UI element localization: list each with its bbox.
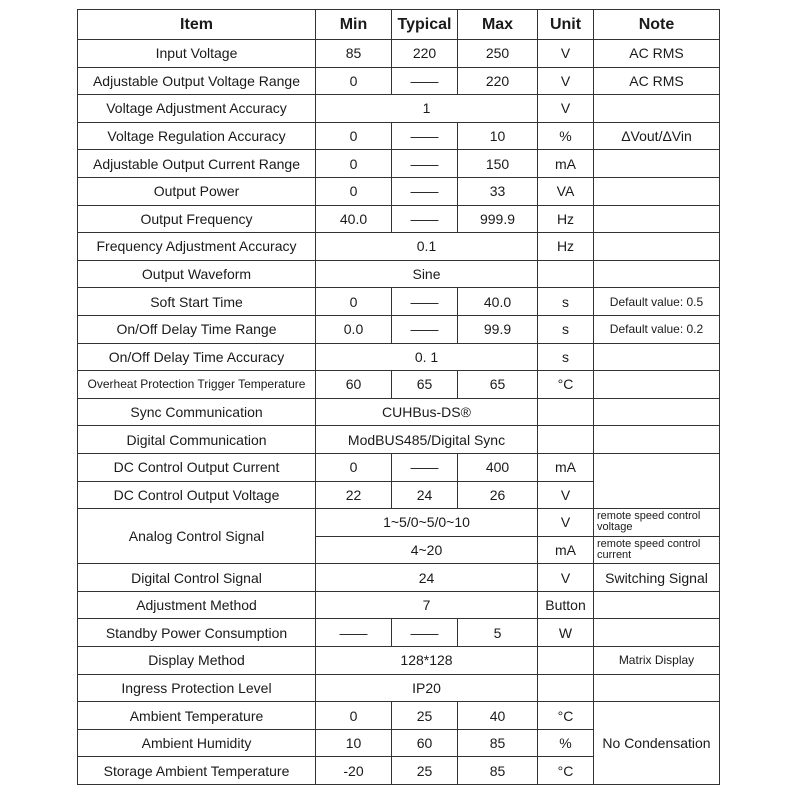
row-unit: °C	[538, 371, 594, 399]
row-unit: Hz	[538, 205, 594, 233]
table-row	[78, 509, 720, 537]
row-unit: VA	[538, 177, 594, 205]
row-item: Output Waveform	[78, 260, 316, 288]
row-unit	[538, 647, 594, 675]
table-row	[78, 453, 720, 481]
row-note	[594, 674, 720, 702]
row-note	[594, 233, 720, 261]
table-row	[78, 122, 720, 150]
table-row	[78, 591, 720, 619]
row-max: 10	[458, 122, 538, 150]
row-min: 0	[316, 122, 392, 150]
row-value: 1~5/0~5/0~10	[316, 509, 538, 537]
row-item: Input Voltage	[78, 40, 316, 68]
row-unit: V	[538, 481, 594, 509]
row-min: 0	[316, 177, 392, 205]
row-note	[594, 150, 720, 178]
row-item: Output Power	[78, 177, 316, 205]
row-max: 65	[458, 371, 538, 399]
row-note	[594, 95, 720, 123]
row-unit: %	[538, 122, 594, 150]
row-item: Voltage Adjustment Accuracy	[78, 95, 316, 123]
row-unit: V	[538, 509, 594, 537]
table-row	[78, 67, 720, 95]
table-row	[78, 177, 720, 205]
row-item: Overheat Protection Trigger Temperature	[78, 371, 316, 399]
row-note	[594, 426, 720, 454]
row-unit	[538, 398, 594, 426]
row-min: 22	[316, 481, 392, 509]
row-typical: 60	[392, 729, 458, 757]
table-row	[78, 260, 720, 288]
row-value: Sine	[316, 260, 538, 288]
row-unit: mA	[538, 453, 594, 481]
row-note	[594, 398, 720, 426]
row-item: Adjustable Output Voltage Range	[78, 67, 316, 95]
table-row	[78, 702, 720, 730]
table-row	[78, 674, 720, 702]
row-note	[594, 453, 720, 508]
row-typical: ——	[392, 453, 458, 481]
row-item: Adjustment Method	[78, 591, 316, 619]
row-item: Digital Communication	[78, 426, 316, 454]
table-row	[78, 647, 720, 675]
row-unit: V	[538, 40, 594, 68]
row-max: 220	[458, 67, 538, 95]
row-item: Storage Ambient Temperature	[78, 757, 316, 785]
row-item: DC Control Output Current	[78, 453, 316, 481]
row-note	[594, 205, 720, 233]
row-note	[594, 343, 720, 371]
row-max: 400	[458, 453, 538, 481]
row-value: 7	[316, 591, 538, 619]
row-unit: s	[538, 315, 594, 343]
row-note	[594, 591, 720, 619]
row-item: Ingress Protection Level	[78, 674, 316, 702]
row-min: 0	[316, 453, 392, 481]
row-min: 0	[316, 67, 392, 95]
row-unit: V	[538, 95, 594, 123]
header-max: Max	[458, 10, 538, 40]
row-max: 85	[458, 729, 538, 757]
table-row	[78, 233, 720, 261]
table-row	[78, 398, 720, 426]
row-note: Default value: 0.2	[594, 315, 720, 343]
row-item: Frequency Adjustment Accuracy	[78, 233, 316, 261]
table-row	[78, 343, 720, 371]
table-row	[78, 315, 720, 343]
row-typical: 65	[392, 371, 458, 399]
row-value: 128*128	[316, 647, 538, 675]
row-note: remote speed control current	[594, 536, 720, 564]
row-typical: ——	[392, 122, 458, 150]
row-value: 1	[316, 95, 538, 123]
row-min: -20	[316, 757, 392, 785]
row-max: 99.9	[458, 315, 538, 343]
table-row	[78, 150, 720, 178]
row-min: 0	[316, 702, 392, 730]
table-row	[78, 371, 720, 399]
row-typical: ——	[392, 205, 458, 233]
row-min: 0.0	[316, 315, 392, 343]
row-max: 40	[458, 702, 538, 730]
row-min: 10	[316, 729, 392, 757]
row-typical: ——	[392, 150, 458, 178]
row-max: 85	[458, 757, 538, 785]
row-typical: 25	[392, 757, 458, 785]
row-typical: ——	[392, 67, 458, 95]
row-item: Output Frequency	[78, 205, 316, 233]
row-item: Sync Communication	[78, 398, 316, 426]
row-note	[594, 260, 720, 288]
row-item: Digital Control Signal	[78, 564, 316, 592]
row-note: Matrix Display	[594, 647, 720, 675]
row-item: Display Method	[78, 647, 316, 675]
row-unit	[538, 426, 594, 454]
row-note	[594, 177, 720, 205]
row-unit: s	[538, 343, 594, 371]
row-min: 0	[316, 288, 392, 316]
row-value: 24	[316, 564, 538, 592]
row-min: 60	[316, 371, 392, 399]
header-item: Item	[78, 10, 316, 40]
row-unit: °C	[538, 702, 594, 730]
row-item: Ambient Temperature	[78, 702, 316, 730]
table-row	[78, 426, 720, 454]
table-row	[78, 205, 720, 233]
row-min: 85	[316, 40, 392, 68]
header-typical: Typical	[392, 10, 458, 40]
row-typical: 220	[392, 40, 458, 68]
row-unit: %	[538, 729, 594, 757]
row-unit	[538, 674, 594, 702]
row-min: 40.0	[316, 205, 392, 233]
row-unit: V	[538, 67, 594, 95]
row-item: Analog Control Signal	[78, 509, 316, 564]
row-note	[594, 371, 720, 399]
row-max: 5	[458, 619, 538, 647]
table-row	[78, 619, 720, 647]
row-max: 33	[458, 177, 538, 205]
row-note: AC RMS	[594, 67, 720, 95]
row-unit: W	[538, 619, 594, 647]
row-min: ——	[316, 619, 392, 647]
table-row	[78, 564, 720, 592]
row-unit: s	[538, 288, 594, 316]
row-max: 150	[458, 150, 538, 178]
row-item: Adjustable Output Current Range	[78, 150, 316, 178]
row-note: No Condensation	[594, 702, 720, 785]
row-item: Ambient Humidity	[78, 729, 316, 757]
row-value: 4~20	[316, 536, 538, 564]
row-value: IP20	[316, 674, 538, 702]
spec-table	[77, 9, 720, 785]
row-note	[594, 619, 720, 647]
row-max: 999.9	[458, 205, 538, 233]
table-row	[78, 288, 720, 316]
row-note: Switching Signal	[594, 564, 720, 592]
row-typical: ——	[392, 288, 458, 316]
row-value: 0. 1	[316, 343, 538, 371]
row-item: DC Control Output Voltage	[78, 481, 316, 509]
header-unit: Unit	[538, 10, 594, 40]
row-unit: °C	[538, 757, 594, 785]
row-item: Voltage Regulation Accuracy	[78, 122, 316, 150]
row-unit	[538, 260, 594, 288]
row-max: 40.0	[458, 288, 538, 316]
row-max: 250	[458, 40, 538, 68]
row-item: On/Off Delay Time Range	[78, 315, 316, 343]
row-typical: ——	[392, 315, 458, 343]
row-unit: V	[538, 564, 594, 592]
table-row	[78, 95, 720, 123]
row-typical: 25	[392, 702, 458, 730]
row-max: 26	[458, 481, 538, 509]
row-note: Default value: 0.5	[594, 288, 720, 316]
row-item: Standby Power Consumption	[78, 619, 316, 647]
row-item: Soft Start Time	[78, 288, 316, 316]
row-value: 0.1	[316, 233, 538, 261]
row-unit: Hz	[538, 233, 594, 261]
row-unit: mA	[538, 150, 594, 178]
row-min: 0	[316, 150, 392, 178]
row-unit: mA	[538, 536, 594, 564]
row-note: ΔVout/ΔVin	[594, 122, 720, 150]
row-typical: ——	[392, 619, 458, 647]
row-item: On/Off Delay Time Accuracy	[78, 343, 316, 371]
row-note: AC RMS	[594, 40, 720, 68]
row-note: remote speed control voltage	[594, 509, 720, 537]
row-unit: Button	[538, 591, 594, 619]
row-typical: ——	[392, 177, 458, 205]
table-row	[78, 40, 720, 68]
header-min: Min	[316, 10, 392, 40]
row-value: CUHBus-DS®	[316, 398, 538, 426]
header-row	[78, 10, 720, 40]
header-note: Note	[594, 10, 720, 40]
row-typical: 24	[392, 481, 458, 509]
row-value: ModBUS485/Digital Sync	[316, 426, 538, 454]
